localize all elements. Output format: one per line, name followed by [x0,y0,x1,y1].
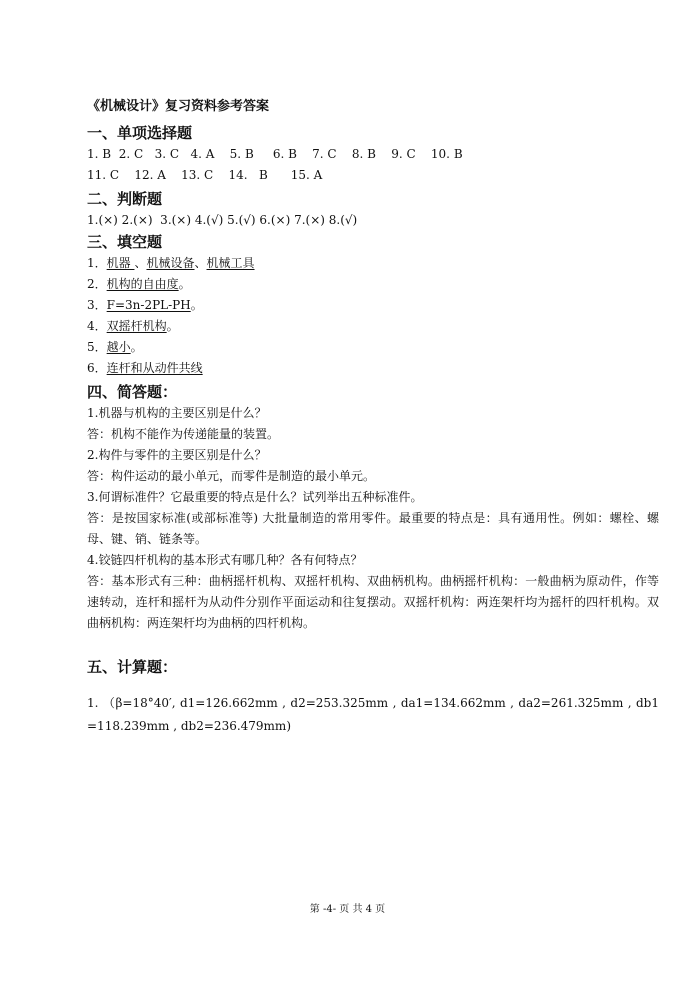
true-false-answers: 1.(×) 2.(×) 3.(×) 4.(√) 5.(√) 6.(×) 7.(×) 8.(√) [87,213,358,227]
question-4: 4.铰链四杆机构的基本形式有哪几种？各有何特点？ [87,553,363,567]
fill-blank-answer: F=3n-2PL-PH [106,298,191,312]
answer-4: 答：基本形式有三种：曲柄摇杆机构、双摇杆机构、双曲柄机构。曲柄摇杆机构：一般曲柄为原动件，作等速转动，连杆和摇杆为从动件分别作平面运动和往复摆动。双摇杆机构：两连架杆均为摇杆的四杆机构。双曲柄机构：两连架杆均为曲柄的四杆机构。 [87,574,659,630]
single-choice-answers-line-2: 11. C 12. A 13. C 14. B 15. A [87,168,323,182]
fill-blank-answer: 机械设备 [146,256,195,270]
item-tail: 。 [166,319,179,333]
calculation-answer: 1. （β=18°40′, d1=126.662mm , d2=253.325mm , da1=134.662mm , da2=261.325mm , db1=118.239mm , db2=236.479mm) [87,696,659,733]
item-number: 2． [87,277,107,291]
separator: 、 [134,256,147,270]
item-number: 1． [87,256,107,270]
item-tail: 。 [178,277,191,291]
question-3: 3.何谓标准件？它最重要的特点是什么？试列举出五种标准件。 [87,490,423,504]
item-number: 3． [87,298,107,312]
answer-2: 答：构件运动的最小单元，而零件是制造的最小单元。 [87,469,376,483]
fill-blank-answer: 越小 [106,340,131,354]
page-footer: 第 -4- 页 共 4 页 [309,904,386,915]
question-1: 1.机器与机构的主要区别是什么？ [87,406,267,420]
item-number: 4． [87,319,107,333]
fill-blank-item-3 [87,295,659,316]
document-body [87,98,659,738]
section-heading-true-false: 二、判断题 [87,190,163,208]
item-tail: 。 [130,340,143,354]
fill-blank-item-6 [87,358,659,379]
question-2: 2.构件与零件的主要区别是什么？ [87,448,267,462]
item-tail: 。 [190,298,203,312]
section-heading-fill-blank: 三、填空题 [87,233,163,251]
item-number: 6． [87,361,107,375]
fill-blank-answer: 双摇杆机构 [106,319,167,333]
fill-blank-answer: 机构的自由度 [106,277,179,291]
fill-blank-answer: 连杆和从动件共线 [106,361,203,375]
fill-blank-item-2 [87,274,659,295]
spacer [87,634,659,656]
item-number: 5． [87,340,107,354]
fill-blank-item-4 [87,316,659,337]
document-title: 《机械设计》复习资料参考答案 [87,99,270,114]
spacer [87,678,659,692]
fill-blank-item-1 [87,253,659,274]
section-heading-calculation: 五、计算题： [87,658,178,676]
single-choice-answers-line-1: 1. B 2. C 3. C 4. A 5. B 6. B 7. C 8. B 9. C 10. B [87,147,463,161]
fill-blank-item-5 [87,337,659,358]
section-heading-single-choice: 一、单项选择题 [87,124,193,142]
answer-1: 答：机构不能作为传递能量的装置。 [87,427,280,441]
fill-blank-answer: 机械工具 [206,256,255,270]
separator: 、 [194,256,207,270]
section-heading-short-answer: 四、简答题： [87,383,178,401]
fill-blank-answer: 机器 [106,256,135,270]
answer-3: 答：是按国家标准(或部标准等) 大批量制造的常用零件。最重要的特点是：具有通用性。例如：螺栓、螺母、键、销、链条等。 [87,511,659,546]
